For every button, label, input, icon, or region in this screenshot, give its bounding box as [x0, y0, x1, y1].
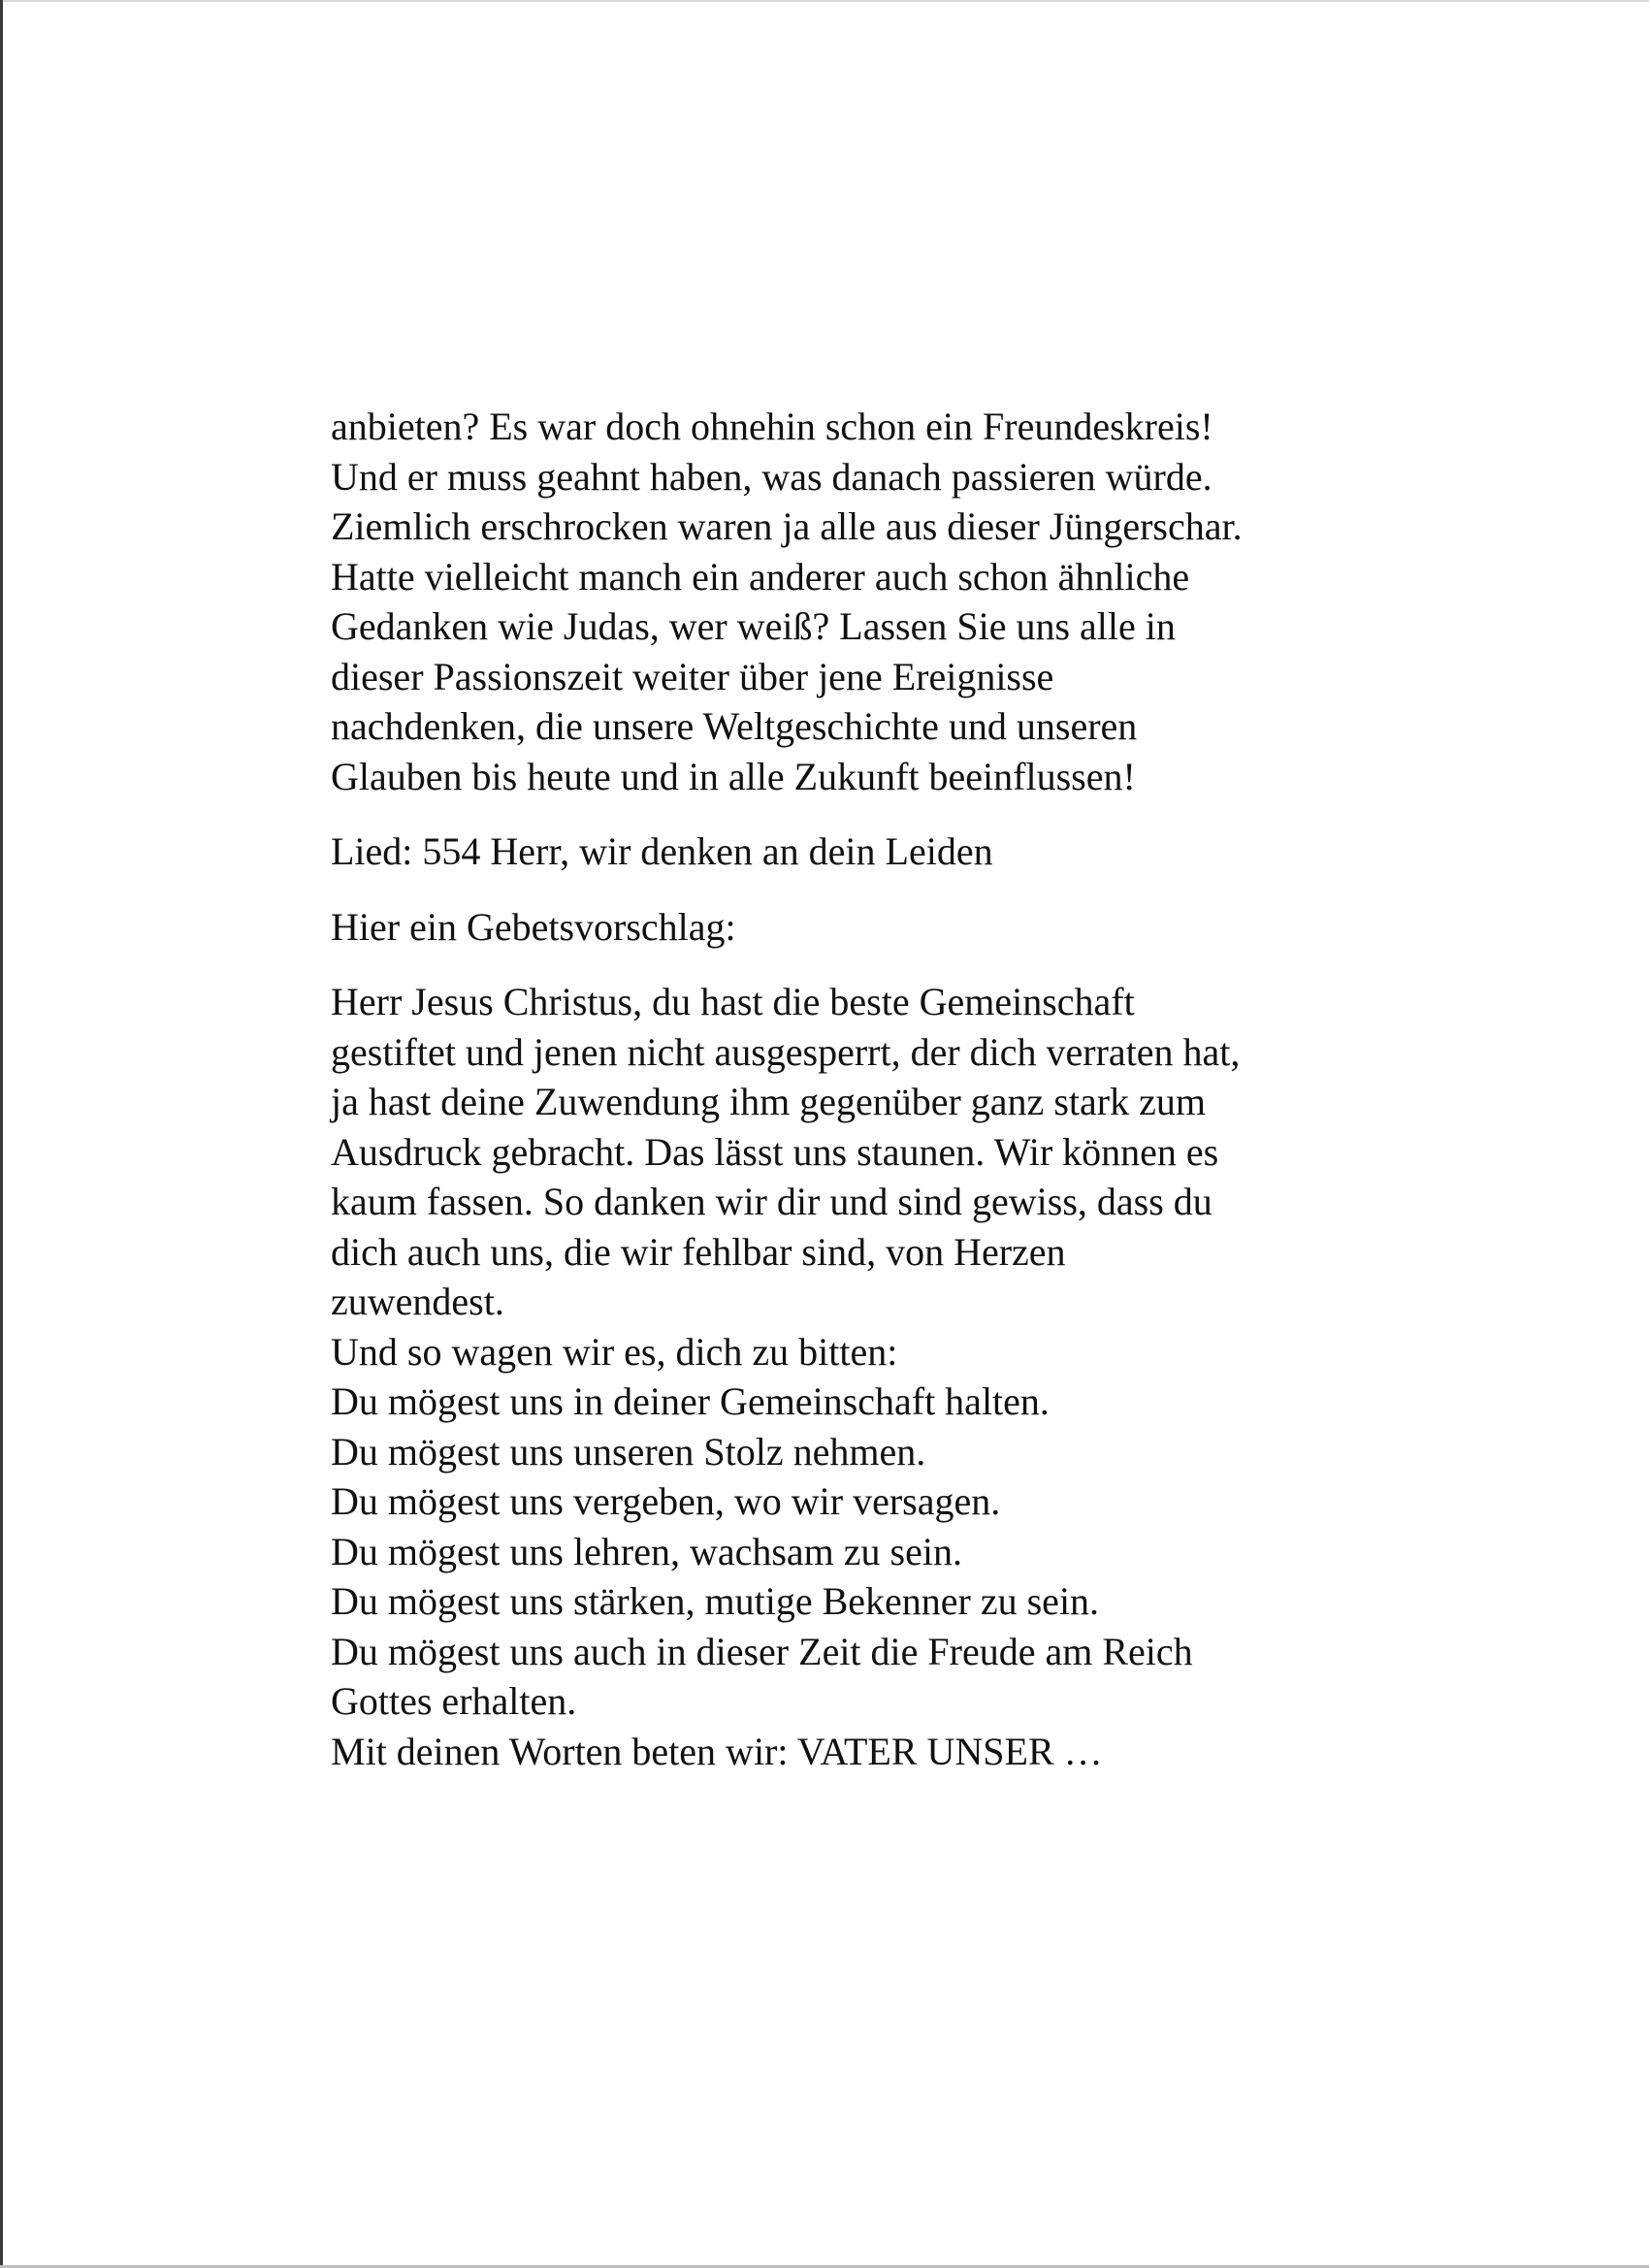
text-line: Du mögest uns stärken, mutige Bekenner zu sein.	[331, 1579, 1100, 1623]
text-line: Du mögest uns lehren, wachsam zu sein.	[331, 1529, 962, 1573]
text-line: Hatte vielleicht manch ein anderer auch schon ähnliche	[331, 554, 1190, 599]
scan-edge-left	[0, 0, 3, 2268]
text-line: anbieten? Es war doch ohnehin schon ein Freundeskreis!	[331, 405, 1213, 448]
text-line: ja hast deine Zuwendung ihm gegenüber ganz stark zum	[331, 1080, 1206, 1123]
text-line: Mit deinen Worten beten wir: VATER UNSER …	[331, 1729, 1103, 1773]
text-line: Glauben bis heute und in alle Zukunft beeinflussen!	[331, 754, 1136, 798]
text-line: gestiftet und jenen nicht ausgesperrt, der dich verraten hat,	[331, 1029, 1241, 1074]
text-line: Ausdruck gebracht. Das lässt uns staunen. Wir können es	[331, 1129, 1219, 1174]
text-line: Du mögest uns in deiner Gemeinschaft halten.	[331, 1379, 1050, 1423]
text-line: Du mögest uns unseren Stolz nehmen.	[331, 1429, 926, 1474]
text-line: Du mögest uns auch in dieser Zeit die Freude am Reich	[331, 1629, 1193, 1673]
text-line: Gedanken wie Judas, wer weiß? Lassen Sie uns alle in	[331, 604, 1176, 648]
paragraph-reflection	[331, 402, 1398, 801]
scan-edge-top	[0, 0, 1649, 2]
text-line: nachdenken, die unsere Weltgeschichte und unseren	[331, 704, 1138, 748]
text-line: kaum fassen. So danken wir dir und sind gewiss, dass du	[331, 1180, 1212, 1223]
paragraph-prayer-intro	[331, 902, 1398, 953]
page-content	[331, 402, 1398, 1801]
text-line: Und so wagen wir es, dich zu bitten:	[331, 1329, 898, 1374]
paragraph-prayer	[331, 977, 1398, 1776]
text-line: Ziemlich erschrocken waren ja alle aus dieser Jüngerschar.	[331, 504, 1243, 548]
text-line: Herr Jesus Christus, du hast die beste Gemeinschaft	[331, 980, 1135, 1023]
text-line: Du mögest uns vergeben, wo wir versagen.	[331, 1479, 1001, 1523]
text-line: Und er muss geahnt haben, was danach passieren würde.	[331, 454, 1212, 499]
prayer-intro: Hier ein Gebetsvorschlag:	[331, 904, 736, 949]
text-line: dich auch uns, die wir fehlbar sind, von Herzen	[331, 1229, 1066, 1274]
paragraph-song	[331, 826, 1398, 877]
song-line: Lied: 554 Herr, wir denken an dein Leiden	[331, 829, 993, 873]
text-line: zuwendest.	[331, 1280, 504, 1323]
text-line: dieser Passionszeit weiter über jene Ereignisse	[331, 654, 1054, 698]
text-line: Gottes erhalten.	[331, 1679, 577, 1723]
